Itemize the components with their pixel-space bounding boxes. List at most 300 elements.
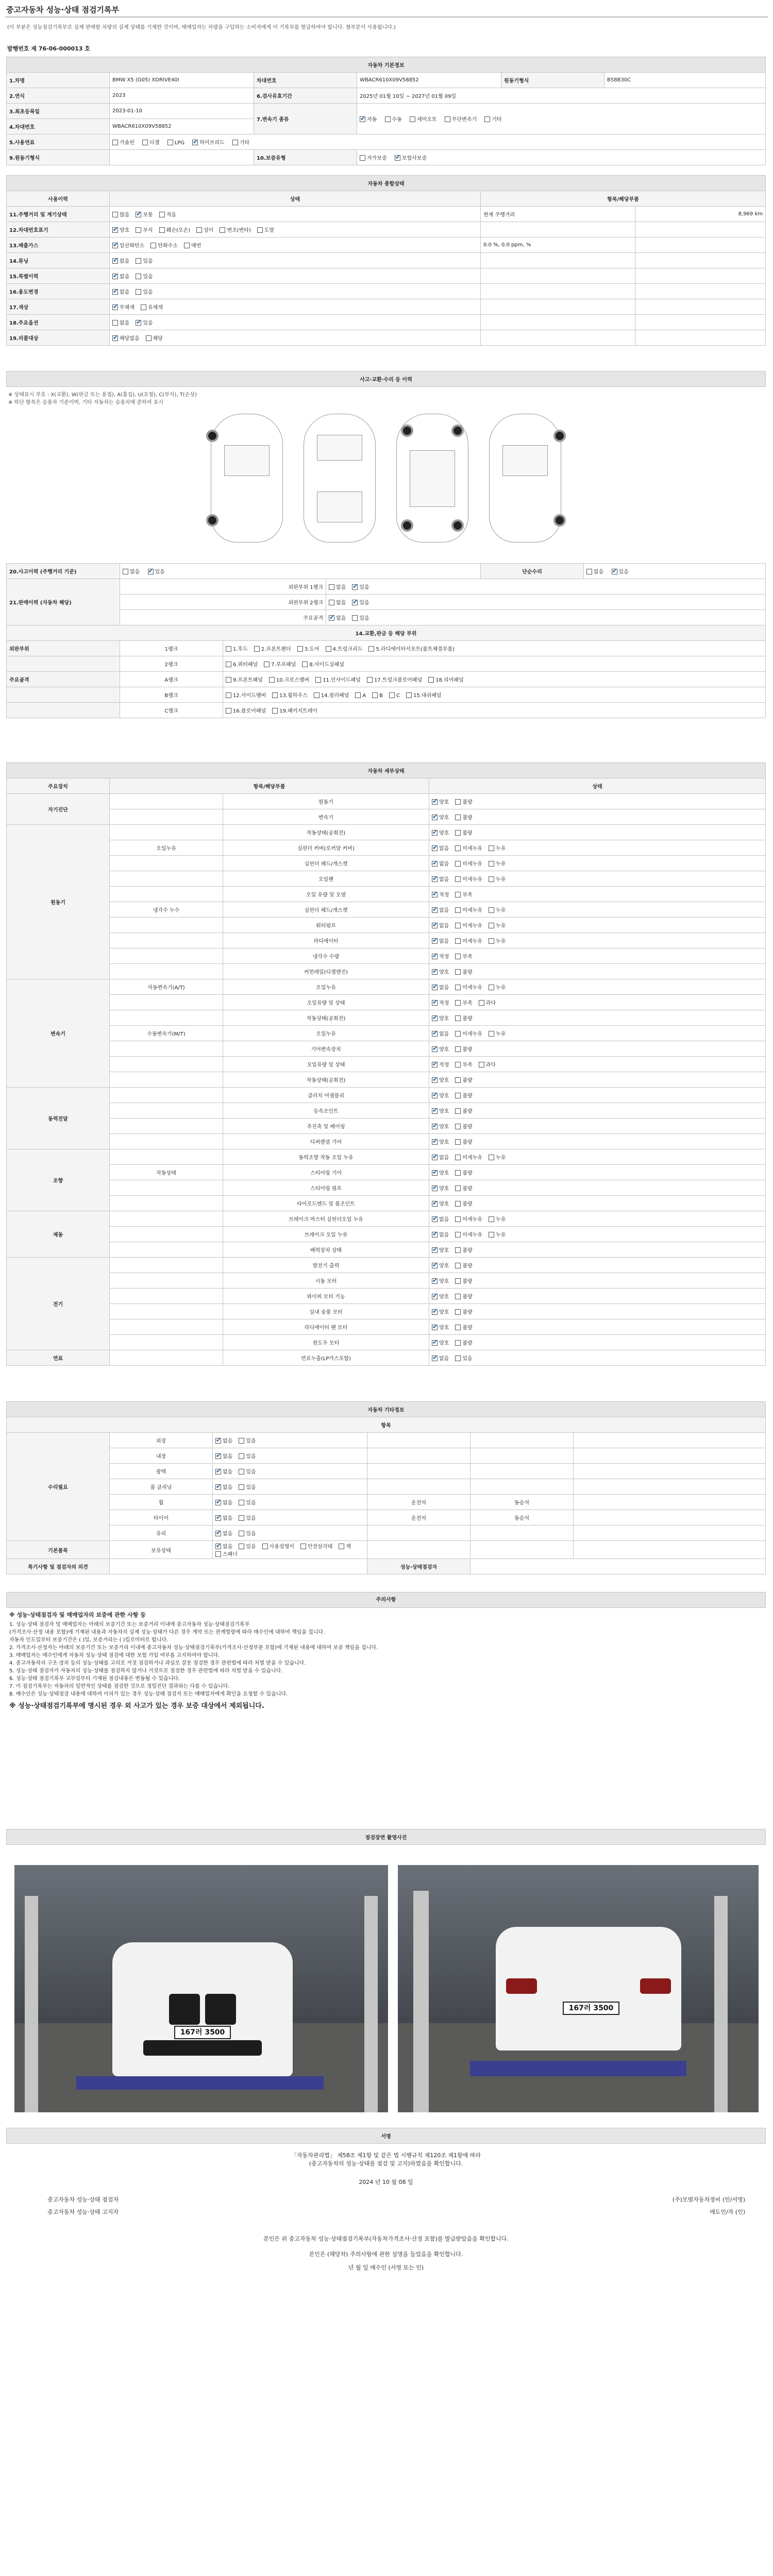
checkbox[interactable] xyxy=(432,1340,438,1346)
detail-subgroup xyxy=(110,1242,223,1258)
checkbox[interactable] xyxy=(112,243,118,248)
checkbox[interactable] xyxy=(159,227,165,233)
checkbox[interactable] xyxy=(489,1232,494,1238)
checkbox[interactable] xyxy=(239,1453,244,1459)
checkbox[interactable] xyxy=(150,243,156,248)
other-extra xyxy=(574,1526,766,1541)
checkbox[interactable] xyxy=(297,646,303,652)
checkbox[interactable] xyxy=(389,692,395,698)
checkbox-label: 스패너 xyxy=(223,1552,238,1557)
checkbox[interactable] xyxy=(239,1438,244,1444)
checkbox[interactable] xyxy=(455,1355,461,1361)
other-side xyxy=(470,1464,574,1479)
detail-subgroup xyxy=(110,1057,223,1072)
basic-label: 차대번호 xyxy=(254,73,357,88)
checkbox-label: 매연 xyxy=(191,243,201,249)
checkbox[interactable] xyxy=(432,1185,438,1191)
checkbox[interactable] xyxy=(489,1031,494,1037)
checkbox[interactable] xyxy=(455,985,461,990)
photos-heading: 점검장면 촬영사진 xyxy=(7,1829,766,1845)
checkbox[interactable] xyxy=(432,938,438,944)
checkbox[interactable] xyxy=(455,1031,461,1037)
other-group: 기본품목 xyxy=(7,1541,110,1559)
checkbox[interactable] xyxy=(136,258,141,264)
simple-repair-label: 단순수리 xyxy=(481,564,584,579)
checkbox[interactable] xyxy=(428,677,434,683)
checkbox[interactable] xyxy=(432,969,438,975)
fuel-options: 가솔린 디젤 LPG ✔ 하이브리드 기타 xyxy=(110,134,766,150)
checkbox[interactable] xyxy=(226,708,231,714)
checkbox-label: 미세누유 xyxy=(462,846,482,852)
detail-row xyxy=(7,871,766,887)
checkbox[interactable] xyxy=(432,1309,438,1315)
checkbox[interactable] xyxy=(159,212,165,217)
other-state xyxy=(213,1541,367,1559)
checkbox[interactable] xyxy=(372,692,378,698)
checkbox[interactable] xyxy=(455,1201,461,1207)
basic-label: 6.검사유효기간 xyxy=(254,88,357,104)
checkbox[interactable] xyxy=(112,258,118,264)
checkbox[interactable] xyxy=(112,227,118,233)
checkbox[interactable] xyxy=(215,1551,221,1557)
checkbox[interactable] xyxy=(432,830,438,836)
checkbox-label: 탄화수소 xyxy=(158,243,178,249)
checkbox[interactable] xyxy=(368,646,374,652)
checkbox-label: 누유 xyxy=(495,1031,506,1037)
checkbox[interactable] xyxy=(432,861,438,867)
checkbox[interactable] xyxy=(455,938,461,944)
checkbox[interactable] xyxy=(455,1216,461,1222)
checkbox[interactable] xyxy=(432,1232,438,1238)
checkbox[interactable] xyxy=(136,212,141,217)
basic-info-section xyxy=(6,57,766,165)
checkbox-label: 양호 xyxy=(439,1078,449,1083)
other-item: 타이어 xyxy=(110,1510,213,1526)
special-side-label: 성능·상태점검자 xyxy=(367,1559,470,1574)
checkbox[interactable] xyxy=(455,1093,461,1098)
checkbox-label: 없음 xyxy=(439,908,449,913)
basic-value: BMW X5 (G05) XDRIVE40I xyxy=(110,73,254,88)
detail-state xyxy=(429,1134,766,1149)
checkbox[interactable] xyxy=(455,969,461,975)
checkbox[interactable] xyxy=(136,227,141,233)
checkbox[interactable] xyxy=(432,1077,438,1083)
detail-state xyxy=(429,1335,766,1350)
checkbox[interactable] xyxy=(232,140,238,145)
checkbox[interactable] xyxy=(586,569,592,574)
checkbox[interactable] xyxy=(455,1247,461,1253)
detail-row xyxy=(7,1041,766,1057)
checkbox[interactable] xyxy=(192,140,198,145)
checkbox[interactable] xyxy=(315,677,321,683)
checkbox[interactable] xyxy=(455,907,461,913)
checkbox[interactable] xyxy=(432,1247,438,1253)
rank-label: B랭크 xyxy=(120,687,223,703)
overview-value xyxy=(635,253,766,268)
checkbox[interactable] xyxy=(257,227,263,233)
checkbox[interactable] xyxy=(215,1453,221,1459)
checkbox[interactable] xyxy=(455,1309,461,1315)
detail-row xyxy=(7,1227,766,1242)
checkbox-label: 일산화탄소 xyxy=(120,243,145,249)
checkbox[interactable] xyxy=(136,289,141,295)
checkbox[interactable] xyxy=(355,692,361,698)
checkbox[interactable] xyxy=(360,116,365,122)
checkbox[interactable] xyxy=(215,1544,221,1549)
checkbox[interactable] xyxy=(455,1139,461,1145)
checkbox[interactable] xyxy=(432,954,438,959)
accident-legend: ※ 상태표시 부호 : X(교환), W(판금 또는 용접), A(흠집), U(요철), C(부식), T(손상) xyxy=(8,392,197,398)
rear-photo xyxy=(398,1865,759,2112)
checkbox[interactable] xyxy=(432,1263,438,1268)
other-side: 동승석 xyxy=(470,1495,574,1510)
checkbox[interactable] xyxy=(272,692,278,698)
detail-subgroup xyxy=(110,1335,223,1350)
checkbox-label: 있음 xyxy=(246,1516,256,1521)
detail-row xyxy=(7,1196,766,1211)
checkbox-label: 9.프론트패널 xyxy=(233,677,263,683)
checkbox[interactable] xyxy=(432,1155,438,1160)
checkbox-label: 없음 xyxy=(439,923,449,929)
checkbox[interactable] xyxy=(432,1201,438,1207)
checkbox[interactable] xyxy=(385,116,391,122)
overview-value xyxy=(635,238,766,253)
license-plate: 167러 3500 xyxy=(174,2026,231,2039)
checkbox[interactable] xyxy=(455,1325,461,1330)
checkbox[interactable] xyxy=(239,1484,244,1490)
checkbox[interactable] xyxy=(432,1216,438,1222)
detail-row xyxy=(7,1165,766,1180)
checkbox-label: 5.라디에이터서포트(볼트체결부품) xyxy=(376,647,455,652)
basic-label: 9.원동기형식 xyxy=(7,150,110,165)
checkbox[interactable] xyxy=(215,1469,221,1475)
basic-value: WBACR610X09V58852 xyxy=(357,73,501,88)
checkbox[interactable] xyxy=(406,692,412,698)
checkbox[interactable] xyxy=(489,861,494,867)
checkbox-label: 17.트렁크플로어패널 xyxy=(374,677,423,683)
checkbox[interactable] xyxy=(455,845,461,851)
checkbox[interactable] xyxy=(432,815,438,820)
checkbox[interactable] xyxy=(432,1108,438,1114)
checkbox[interactable] xyxy=(272,708,278,714)
detail-row xyxy=(7,933,766,948)
checkbox-label: 해당없음 xyxy=(120,336,140,342)
other-side xyxy=(367,1448,470,1464)
checkbox[interactable] xyxy=(215,1531,221,1536)
checkbox[interactable] xyxy=(326,646,331,652)
checkbox[interactable] xyxy=(432,1093,438,1098)
checkbox[interactable] xyxy=(432,799,438,805)
checkbox[interactable] xyxy=(455,1278,461,1284)
checkbox[interactable] xyxy=(489,845,494,851)
checkbox[interactable] xyxy=(112,212,118,217)
detail-item: 실내 송풍 모터 xyxy=(223,1304,429,1319)
checkbox[interactable] xyxy=(432,845,438,851)
checkbox[interactable] xyxy=(455,1077,461,1083)
checkbox-label: 상이 xyxy=(204,228,214,233)
checkbox[interactable] xyxy=(264,662,270,667)
checkbox-label: 불량 xyxy=(462,831,473,836)
basic-value: 2023-01-10 xyxy=(110,104,254,119)
checkbox[interactable] xyxy=(455,1232,461,1238)
checkbox[interactable] xyxy=(432,923,438,928)
other-side: 운전석 xyxy=(367,1495,470,1510)
detail-item: 추진축 및 베어링 xyxy=(223,1118,429,1134)
checkbox[interactable] xyxy=(432,892,438,897)
other-extra xyxy=(574,1541,766,1559)
warranty-options: 자가보증 ✔ 보험사보증 xyxy=(357,150,766,165)
checkbox[interactable] xyxy=(239,1500,244,1505)
checkbox-label: 양호 xyxy=(439,1171,449,1176)
checkbox[interactable] xyxy=(489,876,494,882)
checkbox[interactable] xyxy=(239,1531,244,1536)
detail-heading: 자동차 세부상태 xyxy=(7,763,766,778)
checkbox[interactable] xyxy=(302,662,308,667)
checkbox[interactable] xyxy=(112,274,118,279)
checkbox[interactable] xyxy=(455,1155,461,1160)
detail-row xyxy=(7,1026,766,1041)
checkbox[interactable] xyxy=(226,646,231,652)
checkbox[interactable] xyxy=(479,1062,484,1067)
checkbox[interactable] xyxy=(314,692,320,698)
checkbox[interactable] xyxy=(432,1046,438,1052)
checkbox[interactable] xyxy=(148,569,154,574)
checkbox-label: 없음 xyxy=(223,1469,233,1475)
checkbox[interactable] xyxy=(269,677,275,683)
checkbox[interactable] xyxy=(432,1278,438,1284)
checkbox[interactable] xyxy=(112,140,118,145)
checkbox-label: 양호 xyxy=(439,1047,449,1053)
detail-row xyxy=(7,995,766,1010)
detail-item: 동력조향 작동 오일 누유 xyxy=(223,1149,429,1165)
checkbox-label: 누유 xyxy=(495,985,506,991)
overview-label: 14.튜닝 xyxy=(7,253,110,268)
checkbox-label: A xyxy=(362,693,366,699)
checkbox[interactable] xyxy=(196,227,202,233)
checkbox[interactable] xyxy=(455,954,461,959)
detail-row xyxy=(7,825,766,840)
checkbox-label: 없음 xyxy=(223,1485,233,1490)
checkbox[interactable] xyxy=(339,1544,344,1549)
checkbox[interactable] xyxy=(215,1484,221,1490)
checkbox[interactable] xyxy=(226,692,231,698)
checkbox[interactable] xyxy=(215,1438,221,1444)
checkbox-label: 양호 xyxy=(439,1186,449,1192)
checkbox[interactable] xyxy=(300,1544,306,1549)
overview-value xyxy=(635,284,766,299)
checkbox-label: 양호 xyxy=(439,1294,449,1300)
overview-state xyxy=(110,315,481,330)
checkbox[interactable] xyxy=(395,155,400,161)
checkbox[interactable] xyxy=(432,1170,438,1176)
detail-item: 라디에이터 xyxy=(223,933,429,948)
checkbox[interactable] xyxy=(455,1108,461,1114)
checkbox[interactable] xyxy=(239,1515,244,1521)
checkbox[interactable] xyxy=(432,907,438,913)
checkbox[interactable] xyxy=(455,923,461,928)
detail-group: 조향 xyxy=(7,1149,110,1211)
checkbox-label: 불량 xyxy=(462,1310,473,1315)
detail-state xyxy=(429,887,766,902)
checkbox-label: 훼손(오손) xyxy=(166,228,191,233)
checkbox-label: 11.인사이드패널 xyxy=(323,677,361,683)
other-side xyxy=(367,1541,470,1559)
checkbox[interactable] xyxy=(262,1544,268,1549)
checkbox-label: 양호 xyxy=(439,1109,449,1114)
checkbox[interactable] xyxy=(432,876,438,882)
overview-value xyxy=(635,330,766,346)
checkbox-label: 있음 xyxy=(143,274,153,280)
checkbox[interactable] xyxy=(432,1015,438,1021)
checkbox[interactable] xyxy=(455,1340,461,1346)
checkbox[interactable] xyxy=(432,1325,438,1330)
detail-state xyxy=(429,1242,766,1258)
checkbox[interactable] xyxy=(239,1544,244,1549)
notes-line: 자동차 인도일부터 보증기간은 ( )일, 보증거리는 ( )킬로미터로 합니다. xyxy=(9,1637,169,1643)
checkbox[interactable] xyxy=(489,923,494,928)
overview-note xyxy=(481,299,635,315)
checkbox[interactable] xyxy=(455,1124,461,1129)
checkbox[interactable] xyxy=(455,1062,461,1067)
checkbox-label: 불량 xyxy=(462,1047,473,1053)
checkbox[interactable] xyxy=(142,140,148,145)
checkbox[interactable] xyxy=(136,274,141,279)
detail-state xyxy=(429,1149,766,1165)
checkbox[interactable] xyxy=(489,907,494,913)
detail-subgroup xyxy=(110,871,223,887)
checkbox[interactable] xyxy=(112,335,118,341)
detail-row xyxy=(7,1319,766,1335)
checkbox[interactable] xyxy=(136,320,141,326)
checkbox[interactable] xyxy=(455,799,461,805)
checkbox[interactable] xyxy=(432,1124,438,1129)
part-title: 14.교환,판금 등 해당 부위 xyxy=(7,625,766,641)
detail-subgroup: 자동변속기(A/T) xyxy=(110,979,223,995)
checkbox-label: 과다 xyxy=(485,1001,496,1006)
checkbox[interactable] xyxy=(112,304,118,310)
checkbox[interactable] xyxy=(455,876,461,882)
checkbox[interactable] xyxy=(112,320,118,326)
checkbox[interactable] xyxy=(367,677,373,683)
checkbox-label: 부식 xyxy=(143,228,153,233)
basic-label: 10.보증유형 xyxy=(254,150,357,165)
overview-col-item: 사용이력 xyxy=(7,191,110,207)
checkbox[interactable] xyxy=(445,116,450,122)
checkbox[interactable] xyxy=(489,938,494,944)
detail-subgroup xyxy=(110,1118,223,1134)
other-extra xyxy=(574,1479,766,1495)
detail-row xyxy=(7,840,766,856)
checkbox[interactable] xyxy=(141,304,146,310)
checkbox[interactable] xyxy=(432,1000,438,1006)
checkbox[interactable] xyxy=(489,1155,494,1160)
detail-state xyxy=(429,1273,766,1289)
checkbox[interactable] xyxy=(220,227,225,233)
checkbox-label: 양호 xyxy=(439,1248,449,1253)
other-side xyxy=(367,1526,470,1541)
checkbox[interactable] xyxy=(432,1355,438,1361)
overview-state xyxy=(110,268,481,284)
checkbox[interactable] xyxy=(612,569,617,574)
checkbox-label: 도말 xyxy=(264,228,275,233)
checkbox[interactable] xyxy=(146,335,152,341)
checkbox-label: 누유 xyxy=(495,1232,506,1238)
detail-subgroup: 작동상태 xyxy=(110,1165,223,1180)
checkbox-label: 없음 xyxy=(120,274,130,280)
overview-row xyxy=(7,299,766,315)
checkbox-label: 없음 xyxy=(120,320,130,326)
checkbox-label: 불량 xyxy=(462,970,473,975)
checkbox-label: 사용설명서 xyxy=(269,1544,294,1550)
detail-item: 오일누유 xyxy=(223,979,429,995)
checkbox[interactable] xyxy=(432,1139,438,1145)
checkbox[interactable] xyxy=(226,677,231,683)
checkbox[interactable] xyxy=(455,1185,461,1191)
checkbox[interactable] xyxy=(455,1294,461,1299)
checkbox[interactable] xyxy=(432,1062,438,1067)
checkbox-label: 무채색 xyxy=(120,305,135,311)
checkbox-label: 미세누유 xyxy=(462,939,482,944)
basic-label: 2.연식 xyxy=(7,88,110,104)
checkbox[interactable] xyxy=(167,140,173,145)
checkbox[interactable] xyxy=(123,569,128,574)
checkbox[interactable] xyxy=(410,116,415,122)
page-title: 중고자동차 성능·상태 점검기록부 xyxy=(6,5,120,14)
checkbox[interactable] xyxy=(479,1000,484,1006)
checkbox[interactable] xyxy=(254,646,260,652)
detail-state xyxy=(429,1057,766,1072)
checkbox-label: 잭 xyxy=(346,1544,351,1550)
detail-state xyxy=(429,1211,766,1227)
checkbox[interactable] xyxy=(455,1046,461,1052)
checkbox-label: 양호 xyxy=(439,1140,449,1145)
checkbox[interactable] xyxy=(226,662,231,667)
checkbox[interactable] xyxy=(455,1000,461,1006)
checkbox[interactable] xyxy=(484,116,490,122)
checkbox-label: 불량 xyxy=(462,815,473,821)
checkbox[interactable] xyxy=(215,1500,221,1505)
basic-label: 4.차대번호 xyxy=(7,119,110,134)
rank-group-label xyxy=(7,656,120,672)
checkbox[interactable] xyxy=(455,861,461,867)
checkbox-label: 양호 xyxy=(439,1016,449,1022)
rank-items xyxy=(223,672,766,687)
checkbox[interactable] xyxy=(455,1263,461,1268)
checkbox[interactable] xyxy=(239,1469,244,1475)
checkbox[interactable] xyxy=(455,830,461,836)
checkbox[interactable] xyxy=(455,1015,461,1021)
detail-item: 실린더 헤드/개스켓 xyxy=(223,902,429,918)
checkbox[interactable] xyxy=(360,155,365,161)
checkbox[interactable] xyxy=(432,985,438,990)
checkbox[interactable] xyxy=(112,289,118,295)
checkbox[interactable] xyxy=(432,1294,438,1299)
other-extra xyxy=(574,1448,766,1464)
checkbox[interactable] xyxy=(455,1170,461,1176)
checkbox[interactable] xyxy=(455,892,461,897)
checkbox[interactable] xyxy=(184,243,190,248)
checkbox-label: 많음 xyxy=(120,212,130,218)
other-item: 내장 xyxy=(110,1448,213,1464)
checkbox[interactable] xyxy=(455,815,461,820)
checkbox[interactable] xyxy=(489,985,494,990)
basic-label: 1.차명 xyxy=(7,73,110,88)
checkbox[interactable] xyxy=(215,1515,221,1521)
checkbox[interactable] xyxy=(489,1216,494,1222)
detail-item: 타이로드엔드 및 볼조인트 xyxy=(223,1196,429,1211)
detail-row xyxy=(7,1273,766,1289)
checkbox[interactable] xyxy=(432,1031,438,1037)
